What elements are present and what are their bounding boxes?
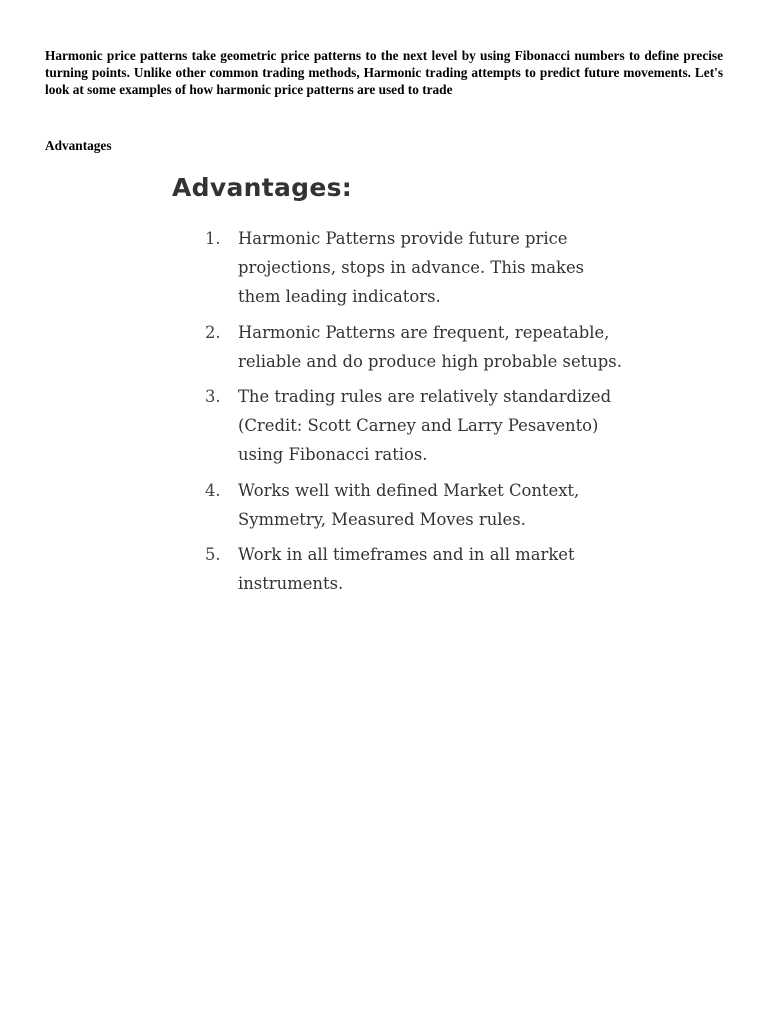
list-item-text: Work in all timeframes and in all market instruments. <box>238 545 575 593</box>
advantages-figure <box>160 160 630 640</box>
list-item-text: Works well with defined Market Context, Symmetry, Measured Moves rules. <box>238 480 580 529</box>
intro-paragraph: Harmonic price patterns take geometric price patterns to the next level by using Fibonacci numbers to define precise turning points. Unlike other common trading methods, Harmonic trading attempts to predict future movements. Let's look at some examples of how harmonic price patterns are used to trade <box>45 48 723 97</box>
list-item-text: Harmonic Patterns provide future price projections, stops in advance. This makes them leading indicators. <box>238 229 585 306</box>
list-item <box>205 318 625 376</box>
list-item-text: The trading rules are relatively standardized (Credit: Scott Carney and Larry Pesavento) using Fibonacci ratios. <box>238 387 612 464</box>
list-item-number: 3. <box>205 387 221 406</box>
figure-heading: Advantages: <box>172 173 353 202</box>
list-item-number: 1. <box>205 229 221 248</box>
list-item-number: 2. <box>205 322 221 342</box>
advantages-list <box>205 224 625 605</box>
list-item <box>205 540 625 598</box>
list-item-number: 4. <box>205 480 221 500</box>
list-item <box>205 382 625 469</box>
list-item <box>205 224 625 311</box>
list-item-number: 5. <box>205 545 221 564</box>
section-label-advantages: Advantages <box>45 138 112 153</box>
list-item-text: Harmonic Patterns are frequent, repeatable, reliable and do produce high probable setups. <box>238 322 622 371</box>
list-item <box>205 476 625 534</box>
